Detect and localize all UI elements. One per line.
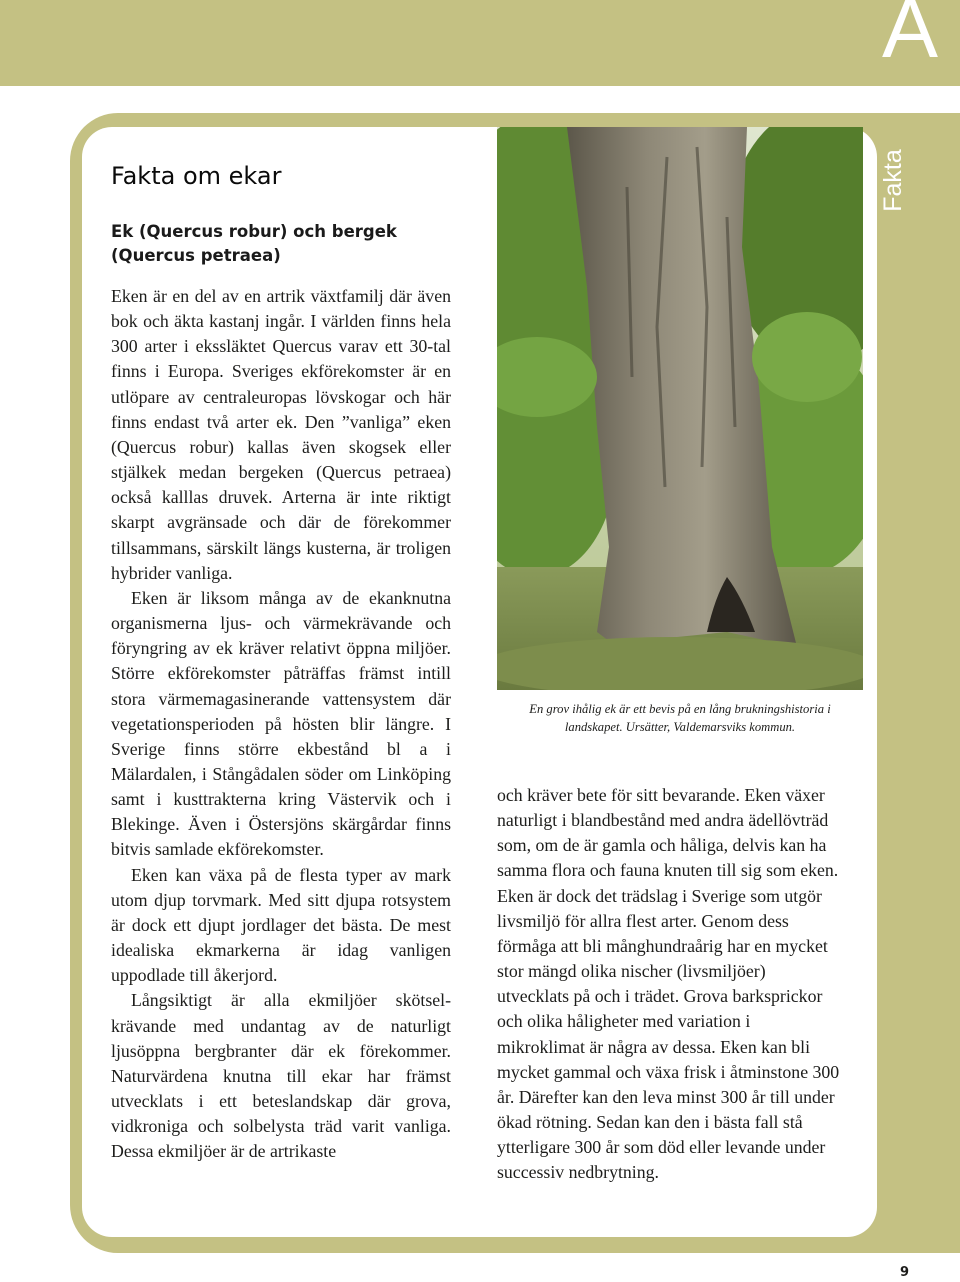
- body-paragraph: Eken är en del av en artrik växtfamilj där även bok och äkta kastanj ingår. I världen finns hela 300 arter i ekssläktet Quercus varav ett 30-tal finns i Europa. Sveriges ekförekomster är en utlöpare av centraleuropas lövskogar och här finns endast två arter ek. Den ”vanliga” eken (Quercus robur) kallas även skogsek eller stjälkek medan bergeken (Quercus petraea) också kalllas druvek. Arterna är inte riktigt skarpt avgränsade och där de förekommer tillsammans, särskilt längs kusterna, är troligen hybrider vanliga.: [111, 286, 451, 583]
- oak-tree-illustration: [497, 127, 863, 690]
- top-accent-band: [0, 0, 960, 86]
- body-paragraph: Eken är liksom många av de ekanknutna organismerna ljus- och värmekrävande och föryngring av ek kräver relativt öppna miljöer. Större ekförekomster påträffas främst intill stora värmemagasinerande vattensystem där vegetationsperioden på hösten blir längre. I Sverige finns större ekbestånd bl a i Mälardalen, i Stångådalen söder om Linköping samt i kusttrakterna kring Västervik och i Blekinge. Även i Östersjöns skärgårdar finns bitvis samlade ekförekomster.: [111, 587, 451, 860]
- body-paragraph: Eken kan växa på de flesta typer av mark utom djup torvmark. Med sitt djupa rotsystem är dock ett djupt jordlager det bästa. De mest idealiska ekmarkerna är idag vanligen uppodlade till åkerjord.: [111, 864, 451, 986]
- page-title: Fakta om ekar: [111, 162, 282, 190]
- page-number: 9: [900, 1265, 910, 1280]
- fakta-tab: [862, 130, 924, 230]
- section-letter: A: [881, 0, 938, 75]
- fakta-tab-label: Fakta: [878, 148, 907, 212]
- oak-tree-photo: [497, 127, 863, 690]
- left-column: [111, 284, 451, 1164]
- page-subtitle: Ek (Quercus robur) och bergek (Quercus petraea): [111, 222, 397, 265]
- body-paragraph: och kräver bete för sitt bevarande. Eken växer naturligt i blandbestånd med andra ädellövträd som, om de är gamla och håliga, delvis kan ha samma flora och fauna knuten till sig som eken. Eken är dock det trädslag i Sverige som utgör livsmiljö för allra flest arter. Genom dess förmåga att bli månghundraårig har en mycket stor mängd olika nischer (livsmiljöer) utvecklats på och i trädet. Grova barksprickor och olika håligheter med variation i mikroklimat är några av dessa. Eken kan bli mycket gammal och växa frisk i åtminstone 300 år. Därefter kan den leva minst 300 år till under ökad rötning. Sedan kan den i bästa fall stå ytterligare 300 år som död eller levande under successiv nedbrytning.: [497, 785, 840, 1183]
- photo-caption: En grov ihålig ek är ett bevis på en lång brukningshistoria i landskapet. Ursätter, Valdemarsviks kommun.: [529, 702, 831, 734]
- body-paragraph: Långsiktigt är alla ekmiljöer skötselkrävande med undantag av de naturligt ljusöppna bergbranter där ek förekommer. Naturvärdena knutna till ekar har främst utvecklats i ett beteslandskap där grova, vidkroniga och solbelysta träd varit vanliga. Dessa ekmiljöer är de artrikaste: [111, 990, 451, 1162]
- right-column: [497, 783, 840, 1186]
